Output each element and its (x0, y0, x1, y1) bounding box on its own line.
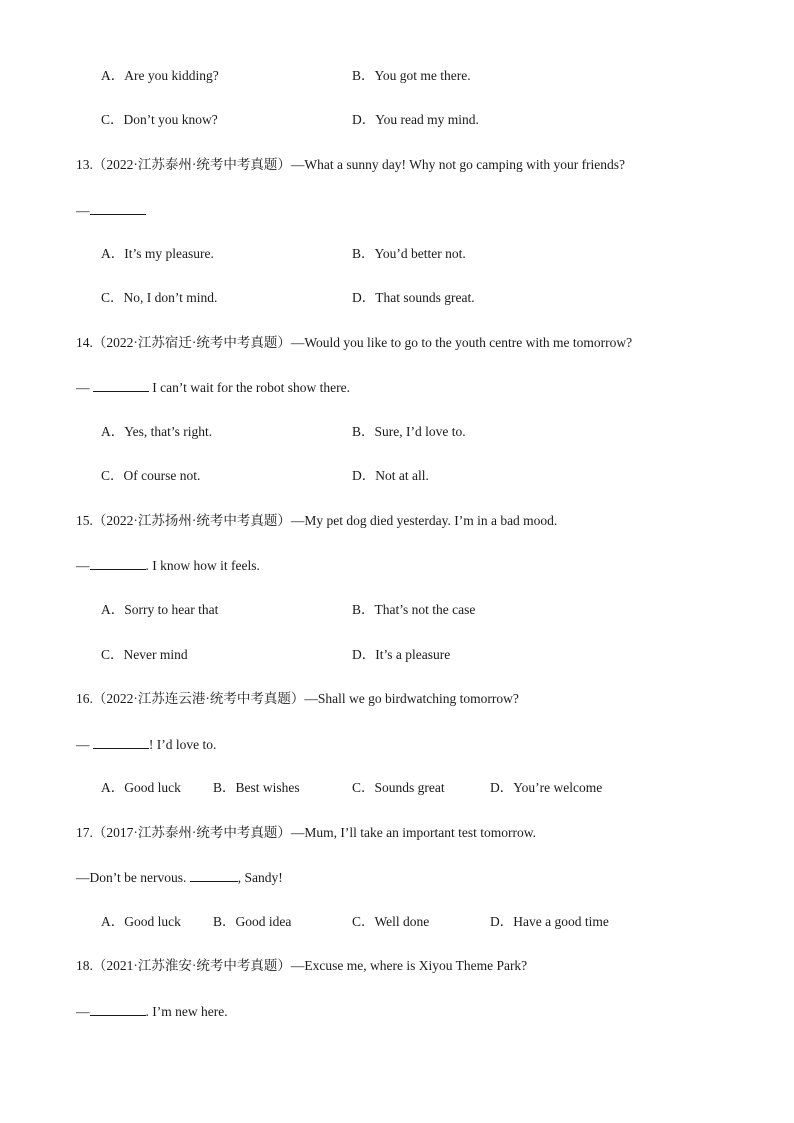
q14-answer-blank (93, 378, 149, 392)
q14-reply-prefix: — (76, 380, 93, 395)
q14-option-a: A．Yes, that’s right. (101, 424, 213, 439)
q13-option-a: A．It’s my pleasure. (101, 246, 214, 261)
q12-option-a: A．Are you kidding? (101, 68, 219, 83)
q14-option-c: C．Of course not. (101, 468, 201, 483)
q13-stem: 13.（2022·江苏泰州·统考中考真题）—What a sunny day! Why not go camping with your friends? (76, 157, 626, 172)
q17-option-d: D．Have a good time (490, 914, 609, 929)
q16-reply-suffix: ! I’d love to. (148, 737, 217, 752)
q13-reply (76, 201, 146, 220)
q15-option-a: A．Sorry to hear that (101, 602, 219, 617)
q14-stem: 14.（2022·江苏宿迁·统考中考真题）—Would you like to go to the youth centre with me tomorrow? (76, 335, 633, 350)
q13-option-d: D．That sounds great. (352, 290, 475, 305)
q12-option-c: C．Don’t you know? (101, 112, 218, 127)
q16-option-c: C．Sounds great (352, 780, 445, 795)
q18-reply (76, 1002, 228, 1021)
q16-stem: 16.（2022·江苏连云港·统考中考真题）—Shall we go birdwatching tomorrow? (76, 691, 519, 706)
q15-option-d: D．It’s a pleasure (352, 647, 451, 662)
q14-option-d: D．Not at all. (352, 468, 429, 483)
q17-option-a: A．Good luck (101, 914, 181, 929)
q15-stem: 15.（2022·江苏扬州·统考中考真题）—My pet dog died yesterday. I’m in a bad mood. (76, 513, 558, 528)
q16-reply-prefix: — (76, 737, 93, 752)
q17-reply-prefix: —Don’t be nervous. (76, 870, 190, 885)
q13-option-b: B．You’d better not. (352, 246, 466, 261)
q17-stem: 17.（2017·江苏泰州·统考中考真题）—Mum, I’ll take an important test tomorrow. (76, 825, 536, 840)
q17-reply (76, 868, 283, 887)
q17-reply-suffix: , Sandy! (237, 870, 283, 885)
q15-option-c: C．Never mind (101, 647, 188, 662)
q12-option-d: D．You read my mind. (352, 112, 479, 127)
q15-option-b: B．That’s not the case (352, 602, 476, 617)
q18-stem: 18.（2021·江苏淮安·统考中考真题）—Excuse me, where is Xiyou Theme Park? (76, 958, 528, 973)
q15-reply (76, 556, 260, 575)
q17-option-b: B．Good idea (213, 914, 292, 929)
q18-reply-prefix: — (76, 1004, 90, 1019)
q16-option-a: A．Good luck (101, 780, 181, 795)
q15-reply-prefix: — (76, 558, 90, 573)
q16-answer-blank (93, 735, 149, 749)
q13-option-c: C．No, I don’t mind. (101, 290, 218, 305)
q13-answer-blank (90, 201, 146, 215)
q17-answer-blank (190, 868, 238, 882)
q18-reply-suffix: . I’m new here. (145, 1004, 228, 1019)
q16-option-b: B．Best wishes (213, 780, 300, 795)
q13-reply-prefix: — (76, 203, 90, 218)
q16-reply (76, 735, 216, 754)
q16-option-d: D．You’re welcome (490, 780, 603, 795)
q14-reply (76, 378, 350, 397)
q14-option-b: B．Sure, I’d love to. (352, 424, 466, 439)
q12-option-b: B．You got me there. (352, 68, 471, 83)
q15-answer-blank (90, 556, 146, 570)
q17-option-c: C．Well done (352, 914, 430, 929)
q14-reply-suffix: I can’t wait for the robot show there. (148, 380, 350, 395)
q15-reply-suffix: . I know how it feels. (145, 558, 260, 573)
q18-answer-blank (90, 1002, 146, 1016)
